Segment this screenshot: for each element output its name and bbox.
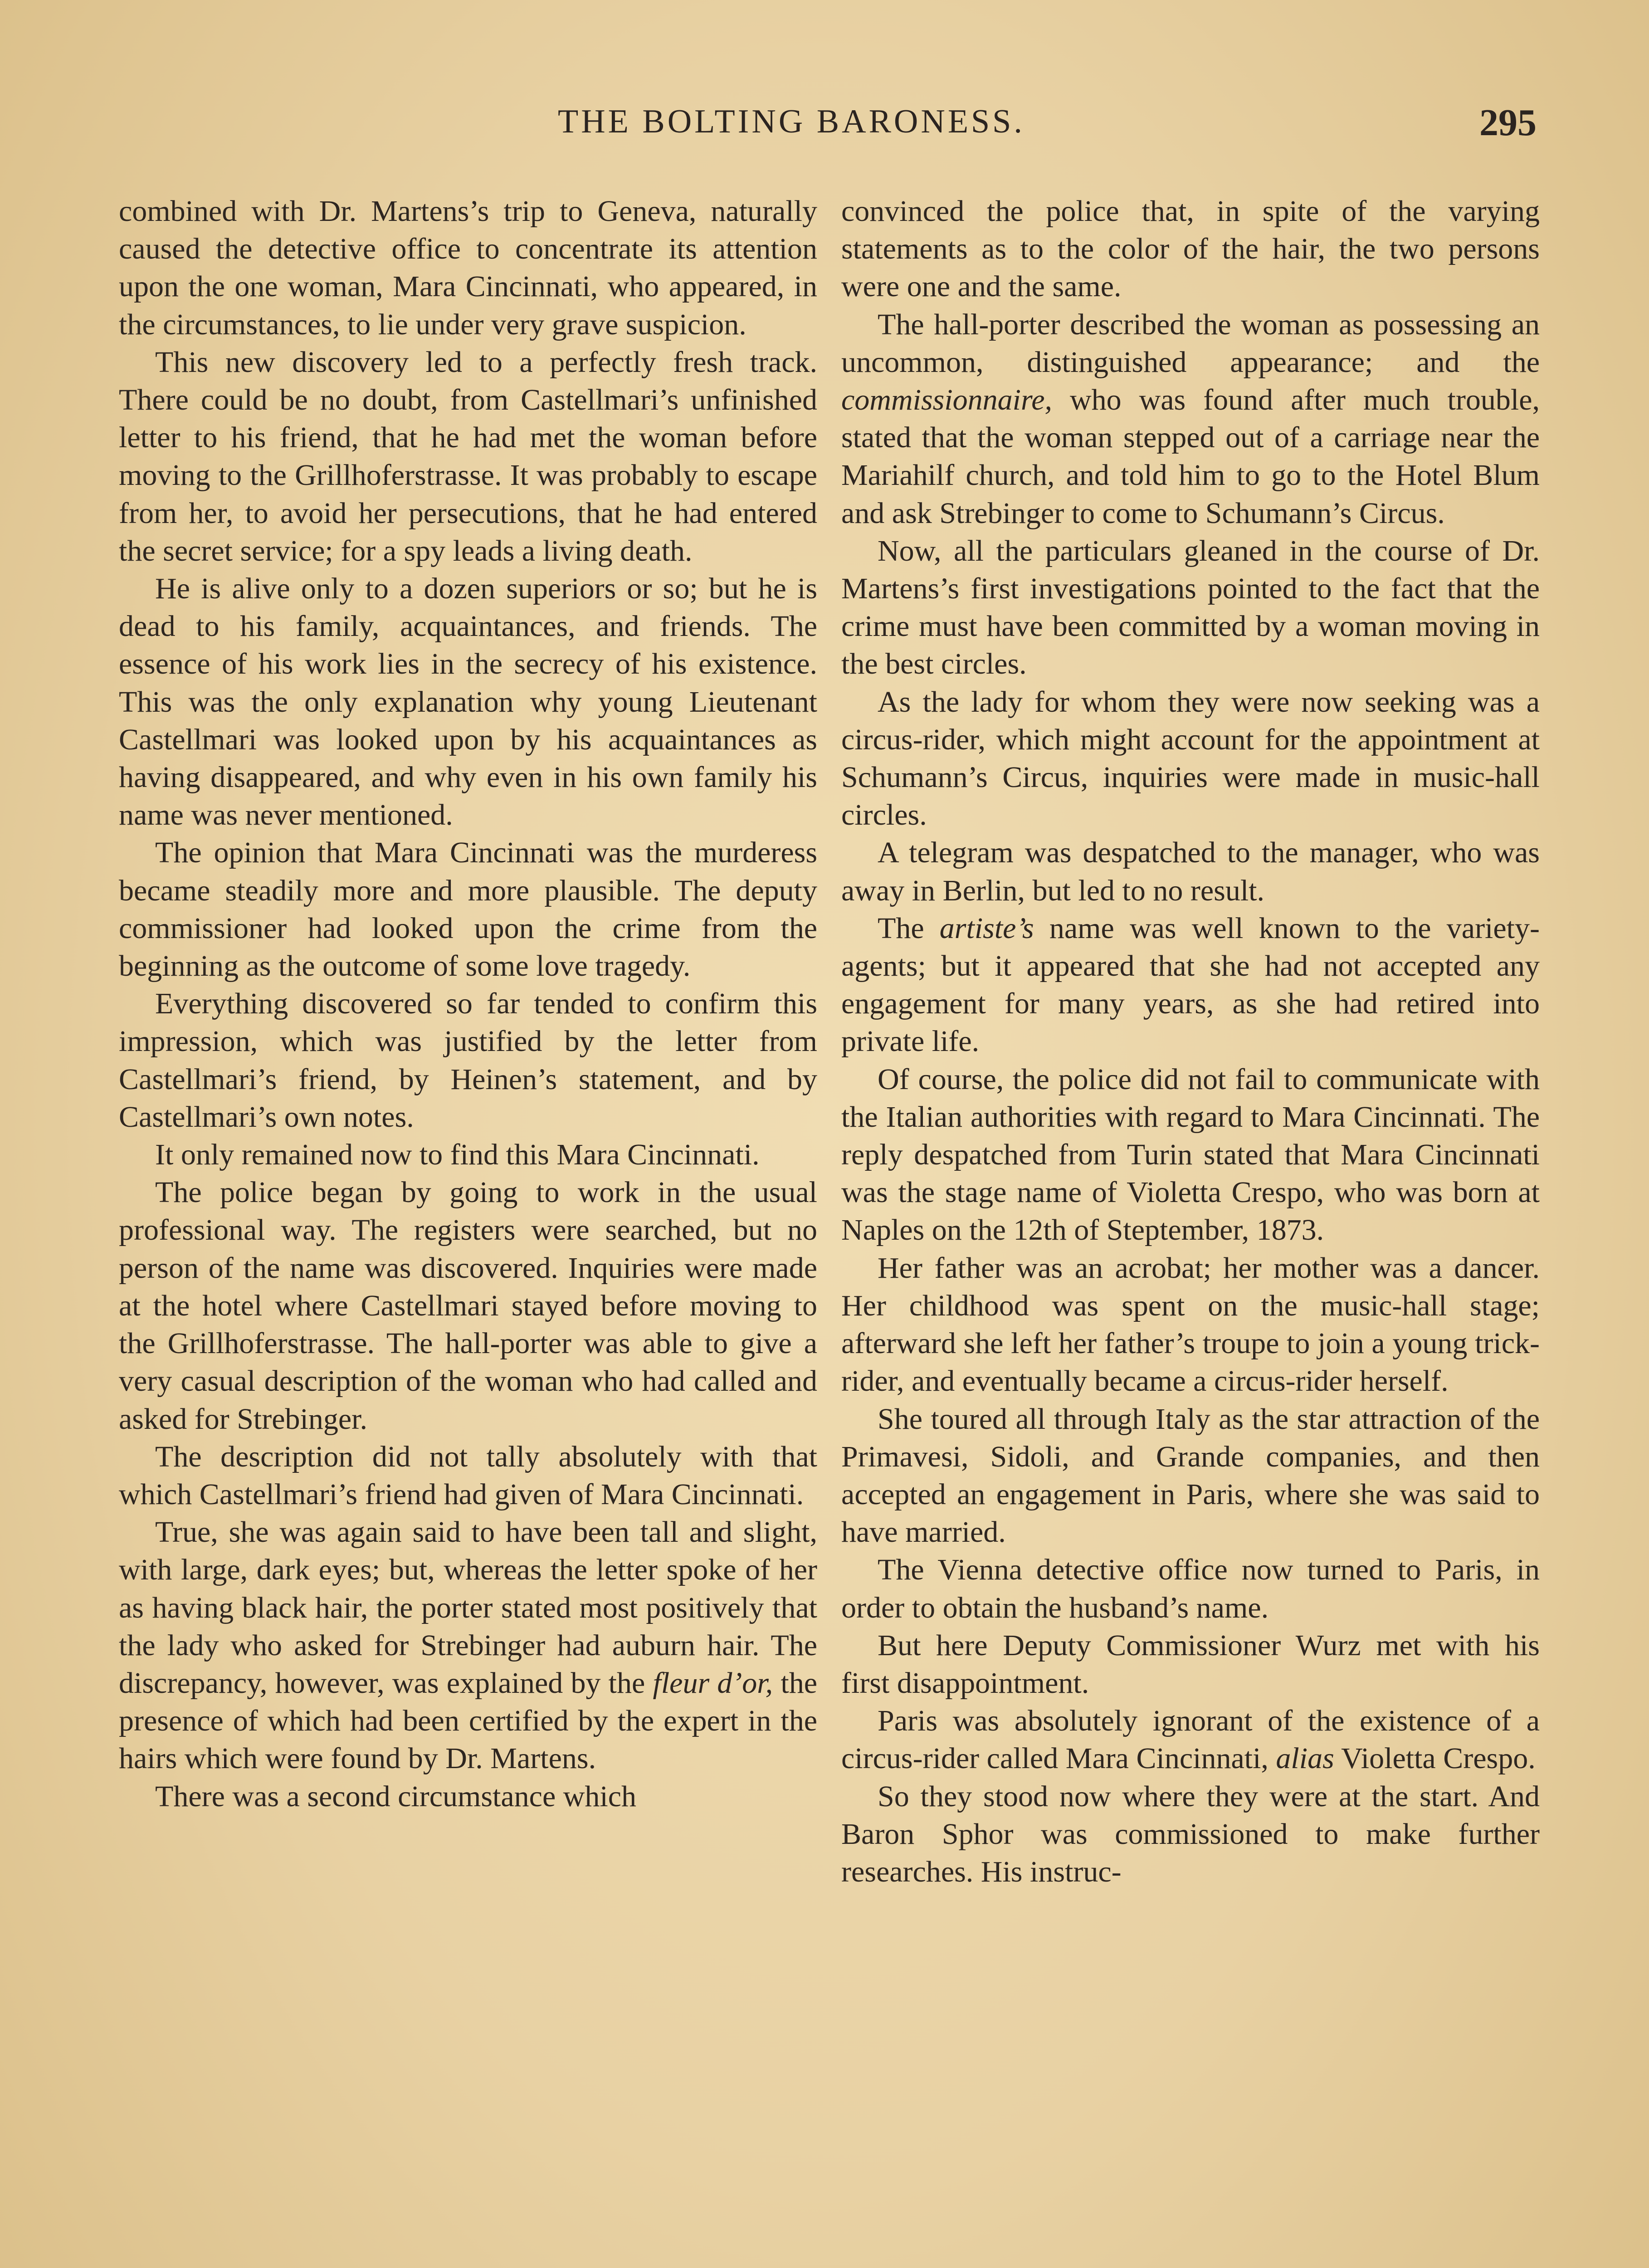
paragraph: A telegram was despatched to the manager, who was away in Berlin, but led to no result. xyxy=(841,836,1540,907)
paragraph: This new discovery led to a perfectly fresh track. There could be no doubt, from Castellmari’s unfinished letter to his friend, that he had met the woman before moving to the Grillhoferstrasse. It was probably to escape from her, to avoid her persecutions, that he had entered the secret service; for a spy leads a living death. xyxy=(119,345,817,567)
paragraph: There was a second circumstance which xyxy=(155,1779,637,1813)
paragraph-text: name was well known to the variety-agents; but it appeared that she had not accepted any engagement for many years, as she had retired into private life. xyxy=(841,911,1540,1058)
paragraph: The Vienna detective office now turned to Paris, in order to obtain the husband’s name. xyxy=(841,1553,1540,1624)
paragraph: Her father was an acrobat; her mother was a dancer. Her childhood was spent on the music-hall stage; afterward she left her father’s troupe to join a young trick-rider, and eventually became a circus-rider herself. xyxy=(841,1251,1540,1398)
right-column xyxy=(841,192,1540,1891)
paragraph: Everything discovered so far tended to confirm this impression, which was justified by the letter from Castellmari’s friend, by Heinen’s statement, and by Castellmari’s own notes. xyxy=(119,987,817,1134)
page-number: 295 xyxy=(1479,102,1537,144)
paragraph xyxy=(841,306,1540,532)
paragraph: As the lady for whom they were now seeking was a circus-rider, which might account for the appointment at Schumann’s Circus, inquiries were made in music-hall circles. xyxy=(841,685,1540,832)
paragraph: The opinion that Mara Cincinnati was the murderess became steadily more and more plausible. The deputy commissioner had looked upon the crime from the beginning as the outcome of some love tragedy. xyxy=(119,836,817,983)
paragraph-text: True, she was again said to have been tall and slight, with large, dark eyes; but, whereas the letter spoke of her as having black hair, the porter stated most positively that the lady who asked for Strebinger had auburn hair. The discrepancy, however, was explained by the xyxy=(119,1515,817,1700)
paragraph: But here Deputy Commissioner Wurz met with his first disappointment. xyxy=(841,1628,1540,1700)
paragraph xyxy=(841,909,1540,1061)
italic-phrase: alias xyxy=(1276,1742,1334,1775)
paragraph-text: Violetta Crespo. xyxy=(1341,1742,1536,1775)
italic-phrase: commissionnaire, xyxy=(841,383,1053,417)
paragraph: It only remained now to find this Mara Cincinnati. xyxy=(155,1138,760,1172)
paragraph: He is alive only to a dozen superiors or so; but he is dead to his family, acquaintances, and friends. The essence of his work lies in the secrecy of his existence. This was the only explanation why young Lieutenant Castellmari was looked upon by his acquaintances as having disappeared, and why even in his own family his name was never mentioned. xyxy=(119,572,817,832)
paragraph-text: the presence of which had been certified by the expert in the hairs which were found by Dr. Martens. xyxy=(119,1666,818,1775)
paragraph: convinced the police that, in spite of the varying statements as to the color of the hair, the two persons were one and the same. xyxy=(841,195,1540,303)
paragraph-text: Paris was absolutely ignorant of the existence of a circus-rider called Mara Cincinnati, xyxy=(841,1704,1540,1775)
italic-phrase: artiste’s xyxy=(939,911,1034,945)
paragraph: combined with Dr. Martens’s trip to Geneva, naturally caused the detective office to concentrate its attention upon the one woman, Mara Cincinnati, who appeared, in the circumstances, to lie under very grave suspicion. xyxy=(119,195,817,341)
paragraph-text: The xyxy=(878,911,924,945)
paragraph-text: The hall-porter described the woman as possessing an uncommon, distinguished appearance; and the xyxy=(841,308,1540,379)
left-column xyxy=(119,192,817,1815)
paragraph: The police began by going to work in the usual professional way. The registers were searched, but no person of the name was discovered. Inquiries were made at the hotel where Castellmari stayed before moving to the Grillhoferstrasse. The hall-porter was able to give a very casual description of the woman who had called and asked for Strebinger. xyxy=(119,1176,817,1436)
paragraph xyxy=(841,1702,1540,1777)
running-title: THE BOLTING BARONESS. xyxy=(558,103,1025,140)
paragraph-text: who was found after much trouble, stated that the woman stepped out of a carriage near the Mariahilf church, and told him to go to the Hotel Blum and ask Strebinger to come to Schumann’s Circus. xyxy=(841,383,1540,530)
paragraph xyxy=(119,1513,817,1777)
paragraph: She toured all through Italy as the star attraction of the Primavesi, Sidoli, and Grande companies, and then accepted an engagement in Paris, where she was said to have married. xyxy=(841,1402,1540,1549)
paragraph: Of course, the police did not fail to communicate with the Italian authorities with regard to Mara Cincinnati. The reply despatched from Turin stated that Mara Cincinnati was the stage name of Violetta Crespo, who was born at Naples on the 12th of Steptember, 1873. xyxy=(841,1062,1540,1247)
italic-phrase: fleur d’or, xyxy=(653,1666,773,1700)
paragraph: Now, all the particulars gleaned in the course of Dr. Martens’s first investigations pointed to the fact that the crime must have been committed by a woman moving in the best circles. xyxy=(841,534,1540,681)
paragraph: The description did not tally absolutely with that which Castellmari’s friend had given of Mara Cincinnati. xyxy=(119,1440,817,1511)
paragraph: So they stood now where they were at the start. And Baron Sphor was commissioned to make further researches. His instruc- xyxy=(841,1779,1540,1888)
